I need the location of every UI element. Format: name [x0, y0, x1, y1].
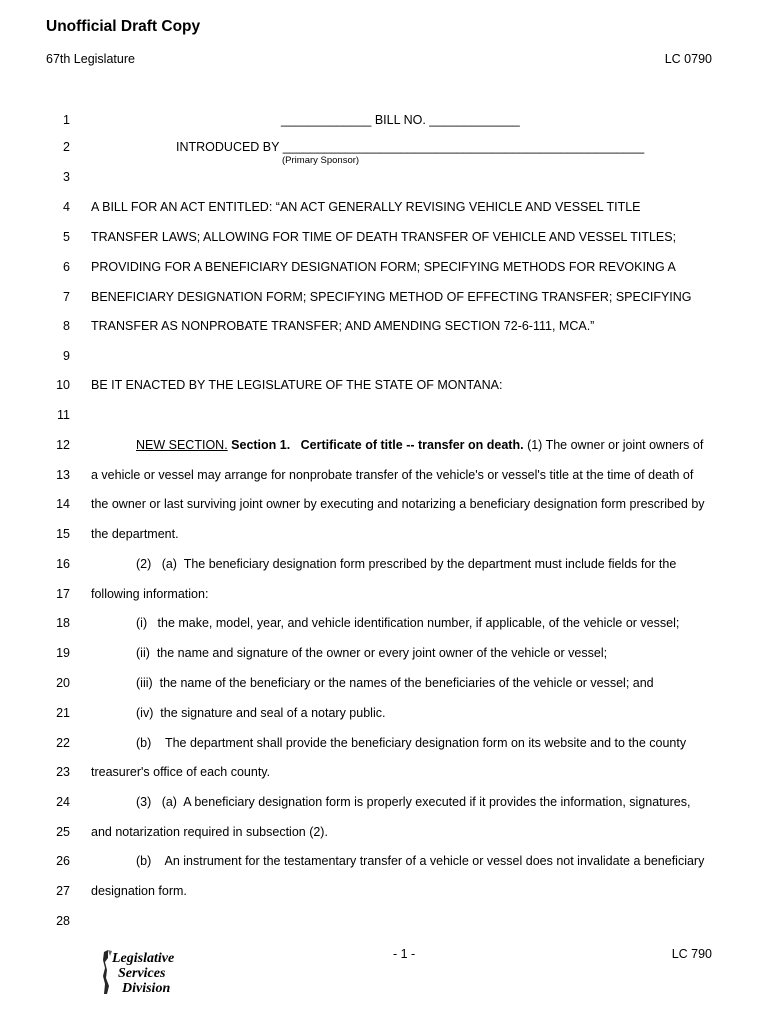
primary-sponsor-label: (Primary Sponsor): [282, 155, 360, 166]
body-line: designation form.: [91, 884, 187, 898]
line-number: 6: [63, 260, 70, 274]
body-line: (iii) the name of the beneficiary or the names of the beneficiaries of the vehicle or vessel; and: [136, 676, 654, 690]
section-1-heading-line: [136, 438, 703, 452]
body-line: and notarization required in subsection (2).: [91, 825, 328, 839]
enacting-clause: BE IT ENACTED BY THE LEGISLATURE OF THE STATE OF MONTANA:: [91, 378, 503, 392]
body-line: treasurer's office of each county.: [91, 765, 271, 779]
line-number: 11: [57, 408, 70, 422]
lc-number: LC 0790: [664, 52, 712, 66]
title-line: A BILL FOR AN ACT ENTITLED: “AN ACT GENERALLY REVISING VEHICLE AND VESSEL TITLE: [91, 200, 641, 214]
line-number: 22: [56, 736, 70, 750]
line-number: 2: [63, 140, 70, 154]
title-line: TRANSFER AS NONPROBATE TRANSFER; AND AMENDING SECTION 72-6-111, MCA.”: [91, 319, 595, 333]
line-number: 24: [56, 795, 70, 809]
new-section-label: NEW SECTION.: [136, 438, 228, 452]
line-number: 1: [63, 113, 70, 127]
body-line: (2) (a) The beneficiary designation form prescribed by the department must include fields for the: [136, 557, 677, 571]
line-number: 18: [56, 616, 70, 630]
line-number: 4: [63, 200, 70, 214]
line-number: 27: [56, 884, 70, 898]
line-number: 9: [63, 349, 70, 363]
line-number: 28: [56, 914, 70, 928]
legislative-services-division-logo: [98, 948, 188, 998]
body-line: (b) An instrument for the testamentary transfer of a vehicle or vessel does not invalidate a beneficiary: [136, 854, 705, 868]
line-number: 21: [56, 706, 70, 720]
body-line: (iv) the signature and seal of a notary public.: [136, 706, 386, 720]
line-number: 5: [63, 230, 70, 244]
section-text: (1) The owner or joint owners of: [527, 438, 704, 452]
document-title: Unofficial Draft Copy: [46, 18, 201, 35]
svg-text:Division: Division: [122, 981, 171, 996]
line-number: 15: [56, 527, 70, 541]
line-number: 13: [56, 468, 70, 482]
line-number: 26: [56, 854, 70, 868]
line-number: 7: [63, 290, 70, 304]
body-line: the department.: [91, 527, 179, 541]
bill-number-line: _____________ BILL NO. _____________: [281, 113, 520, 127]
section-heading: Certificate of title -- transfer on death.: [300, 438, 524, 452]
line-number: 12: [56, 438, 70, 452]
body-line: (b) The department shall provide the beneficiary designation form on its website and to the county: [136, 736, 687, 750]
line-number: 10: [56, 378, 70, 392]
section-number: Section 1.: [231, 438, 291, 452]
body-line: a vehicle or vessel may arrange for nonprobate transfer of the vehicle's or vessel's title at the time of death of: [91, 468, 694, 482]
body-line: (3) (a) A beneficiary designation form is properly executed if it provides the information, signatures,: [136, 795, 691, 809]
line-number: 17: [56, 587, 70, 601]
title-line: BENEFICIARY DESIGNATION FORM; SPECIFYING METHOD OF EFFECTING TRANSFER; SPECIFYING: [91, 290, 692, 304]
title-line: TRANSFER LAWS; ALLOWING FOR TIME OF DEATH TRANSFER OF VEHICLE AND VESSEL TITLES;: [91, 230, 677, 244]
legislature-label: 67th Legislature: [46, 52, 135, 66]
line-number: 23: [56, 765, 70, 779]
body-line: following information:: [91, 587, 209, 601]
body-line: (i) the make, model, year, and vehicle identification number, if applicable, of the vehicle or vessel;: [136, 616, 680, 630]
footer-lc-number: LC 790: [671, 947, 712, 961]
line-number: 19: [56, 646, 70, 660]
line-number: 16: [56, 557, 70, 571]
line-number: 14: [56, 497, 70, 511]
body-line: the owner or last surviving joint owner by executing and notarizing a beneficiary designation form prescribed by: [91, 497, 705, 511]
svg-text:Services: Services: [118, 966, 166, 981]
title-line: PROVIDING FOR A BENEFICIARY DESIGNATION FORM; SPECIFYING METHODS FOR REVOKING A: [91, 260, 676, 274]
introduced-by-line: INTRODUCED BY ____________________________________________________: [176, 140, 645, 154]
line-number: 25: [56, 825, 70, 839]
line-number: 8: [63, 319, 70, 333]
line-number: 3: [63, 170, 70, 184]
svg-text:Legislative: Legislative: [112, 951, 175, 966]
line-number: 20: [56, 676, 70, 690]
body-line: (ii) the name and signature of the owner or every joint owner of the vehicle or vessel;: [136, 646, 608, 660]
page-number: - 1 -: [393, 947, 416, 961]
